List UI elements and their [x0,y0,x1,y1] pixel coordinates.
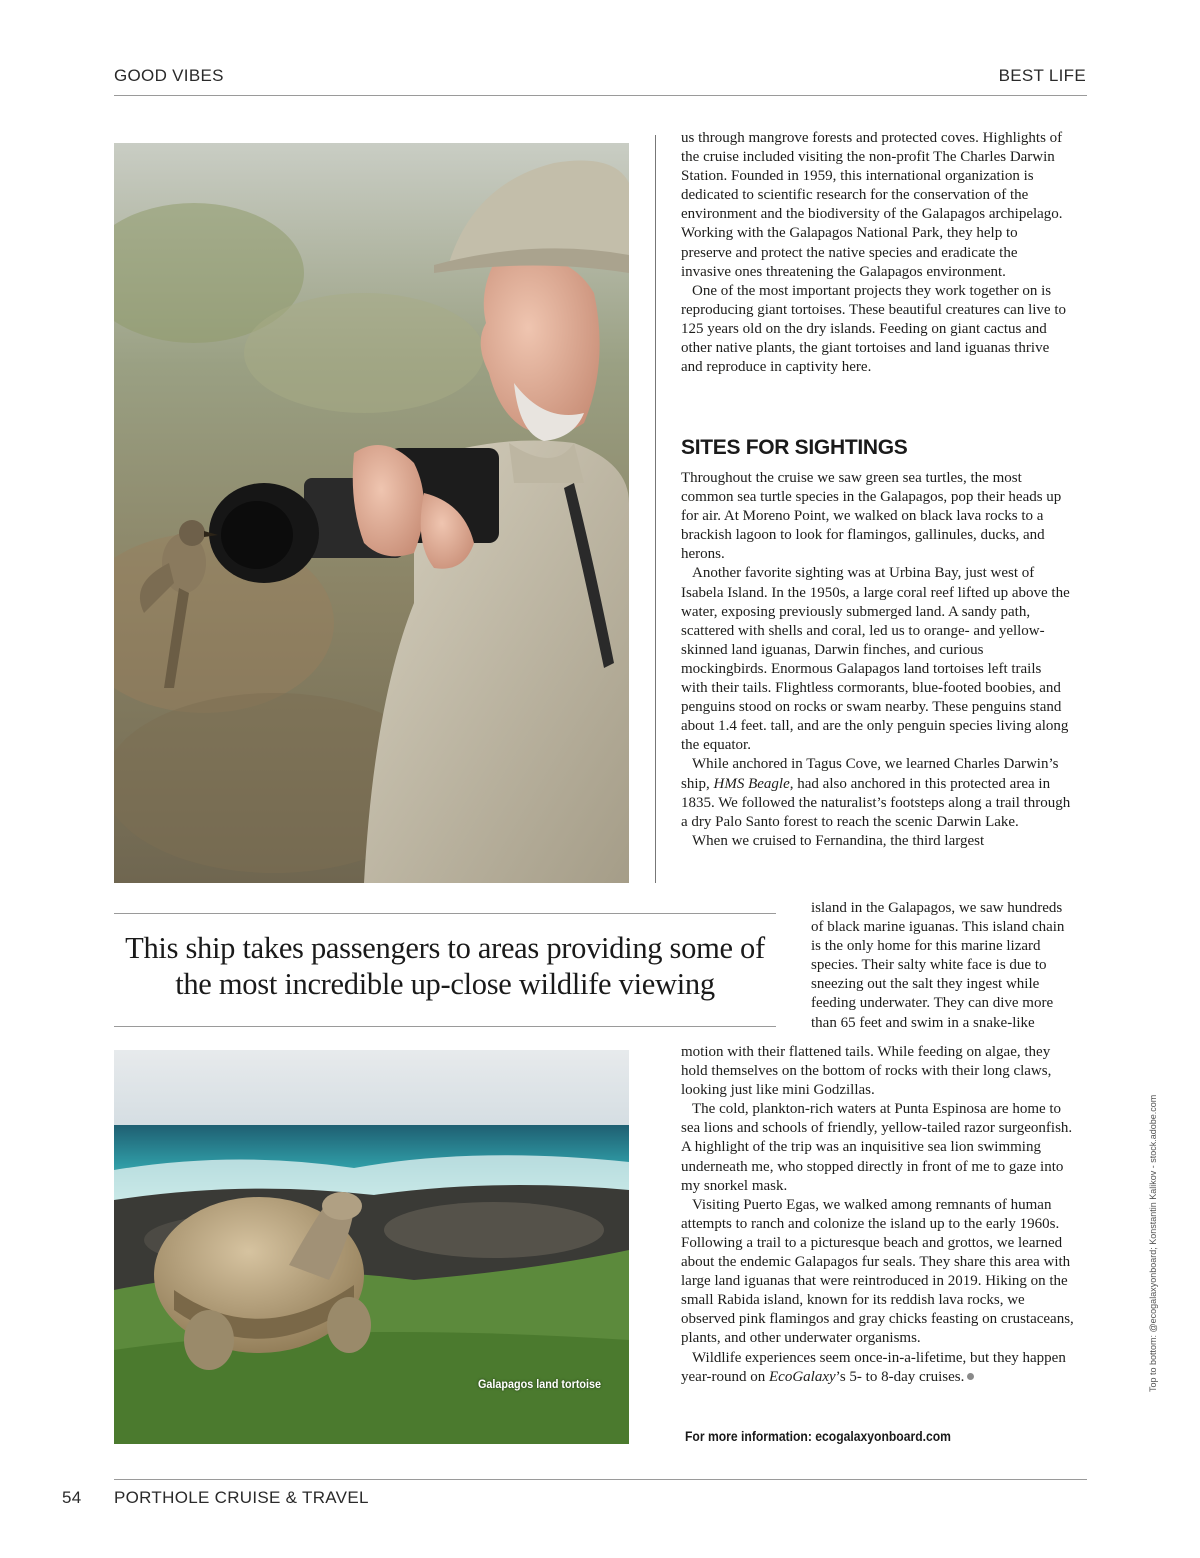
pull-quote-rule-bottom [114,1026,776,1027]
body-paragraph: Throughout the cruise we saw green sea turtles, the most common sea turtle species in the Galapagos, pop their heads up for air. At Moreno Point, we walked on black lava rocks to a brackish lagoon to look for flamingos, gallinules, ducks, and herons. [681,470,1062,563]
photo-credit-text: Top to bottom: @ecogalaxyonboard; Konstantin Kalikov - stock.adobe.com [1148,1094,1158,1392]
body-paragraph: When we cruised to Fernandina, the third largest [692,832,985,849]
article-column-bottom [681,1043,1076,1387]
body-paragraph [681,1349,1076,1387]
photo-caption: Galapagos land tortoise [478,1377,602,1391]
header-rule [114,95,1087,96]
body-paragraph: us through mangrove forests and protected coves. Highlights of the cruise included visiting the non-profit The Charles Darwin Station. Founded in 1959, this international organization is dedicated to scientific research for the conservation of the environment and the biodiversity of the Galapagos archipelago. Working with the Galapagos National Park, they help to preserve and protect the native species and eradicate the invasive ones threatening the Galapagos environment. [681,130,1063,280]
body-text: While anchored in Tagus Cove, we learned Charles Darwin’s ship, [681,756,1059,792]
more-info-link[interactable]: For more information: ecogalaxyonboard.com [685,1429,951,1444]
ship-name: EcoGalaxy [769,1368,836,1385]
department-label: BEST LIFE [998,66,1086,85]
body-text: ’s 5- to 8-day cruises. [835,1368,965,1385]
page-number: 54 [62,1488,82,1507]
body-paragraph: motion with their flattened tails. While feeding on algae, they hold themselves on the bottom of rocks with their long claws, looking just like mini Godzillas. [681,1044,1052,1099]
article-section [681,469,1071,851]
footer-rule [114,1479,1087,1480]
article-narrow-text: island in the Galapagos, we saw hundreds of black marine iguanas. This island chain is the only home for this marine lizard species. Their salty white face is due to sneezing out the salt they ingest while feeding underwater. They can dive more than 65 feet and swim in a snake-like [811,900,1065,1031]
body-paragraph: Visiting Puerto Egas, we walked among remnants of human attempts to ranch and colonize the island up to the early 1960s. Following a trail to a picturesque beach and grottos, we learned about the endemic Galapagos fur seals. They share this area with large land iguanas that were reintroduced in 2019. Hiking on the small Rabida island, known for its reddish lava rocks, we observed pink flamingos and gray chicks feasting on crustaceans, plants, and other underwater organisms. [681,1196,1074,1347]
publication-name: PORTHOLE CRUISE & TRAVEL [114,1488,369,1507]
pull-quote-rule-top [114,913,776,914]
body-paragraph: One of the most important projects they work together on is reproducing giant tortoises. These beautiful creatures can live to 125 years old on the dry islands. Feeding on giant cactus and other native plants, the giant tortoises and land iguanas thrive and reproduce in captivity here. [681,282,1067,376]
end-mark-icon [967,1373,974,1380]
pull-quote: This ship takes passengers to areas providing some of the most incredible up-close wildlife viewing [125,931,765,1001]
article-column-top [681,129,1071,377]
column-divider [655,135,656,883]
body-paragraph: The cold, plankton-rich waters at Punta Espinosa are home to sea lions and schools of friendly, yellow-tailed razor surgeonfish. A highlight of the trip was an inquisitive sea lion swimming underneath me, who stopped directly in front of me to gaze into my snorkel mask. [681,1101,1073,1194]
section-label: GOOD VIBES [114,66,224,85]
body-text: , had also anchored in this protected area in 1835. We followed the naturalist’s footsteps along a trail through a dry Palo Santo forest to reach the scenic Darwin Lake. [681,775,1071,830]
body-paragraph: Another favorite sighting was at Urbina Bay, just west of Isabela Island. In the 1950s, a large coral reef lifted up above the water, exposing previously submerged land. A sandy path, scattered with shells and coral, led us to orange- and yellow-skinned land iguanas, Darwin finches, and curious mockingbirds. Enormous Galapagos land tortoises left trails with their tails. Flightless cormorants, blue-footed boobies, and penguins stood on rocks or swam nearby. These penguins stand about 1.4 feet. tall, and are the only penguin species living along the equator. [681,565,1070,754]
section-heading: SITES FOR SIGHTINGS [681,436,908,459]
body-text: Wildlife experiences seem once-in-a-lifetime, but they happen year-round on [681,1349,1066,1385]
body-paragraph [681,755,1071,831]
photographer-photo [114,143,629,883]
ship-name: HMS Beagle [713,775,790,792]
